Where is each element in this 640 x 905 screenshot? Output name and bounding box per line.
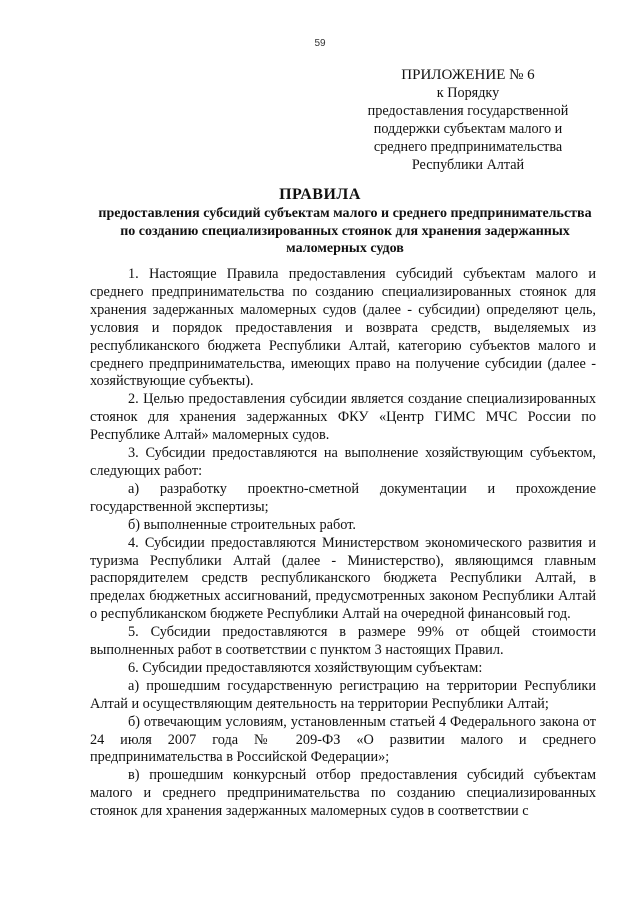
appendix-line: к Порядку bbox=[436, 85, 500, 101]
paragraph: в) прошедшим конкурсный отбор предоставления субсидий субъектам малого и среднего предпринимательства по созданию специализированных стоянок для хранения задержанных маломерных судов в соответствии с bbox=[90, 767, 596, 820]
paragraph: 5. Субсидии предоставляются в размере 99% от общей стоимости выполненных работ в соответствии с пунктом 3 настоящих Правил. bbox=[90, 624, 596, 659]
appendix-line: поддержки субъектам малого и bbox=[373, 121, 563, 137]
appendix-heading: ПРИЛОЖЕНИЕ № 6 bbox=[401, 67, 535, 83]
paragraph: 4. Субсидии предоставляются Министерством экономического развития и туризма Республики Алтай (далее - Министерство), являющимся главным распорядителем средств республиканского бюджета Республики Алтай, в пределах бюджетных ассигнований, предусмотренных законом Республики Алтай о республиканском бюджете Республики Алтай на очередной финансовый год. bbox=[90, 534, 596, 623]
paragraph: б) выполненные строительных работ. bbox=[128, 516, 356, 533]
page-number: 59 bbox=[314, 38, 326, 49]
document-title: ПРАВИЛА bbox=[279, 186, 361, 203]
appendix-line: Республики Алтай bbox=[411, 157, 525, 173]
document-body bbox=[90, 266, 596, 821]
document-subtitle: предоставления субсидий субъектам малого и среднего предпринимательства по созданию специализированных стоянок для хранения задержанных маломерных судов bbox=[98, 206, 592, 256]
paragraph: а) прошедшим государственную регистрацию на территории Республики Алтай и осуществляющим деятельность на территории Республики Алтай; bbox=[90, 677, 596, 712]
paragraph: 1. Настоящие Правила предоставления субсидий субъектам малого и среднего предпринимательства по созданию специализированных стоянок для хранения задержанных маломерных судов (далее - субсидии) определяют цель, условия и порядок предоставления и возврата средств, выделяемых из республиканского бюджета Республики Алтай, категорию субъектов малого и среднего предпринимательства, имеющих право на получение субсидии (далее - хозяйствующие субъекты). bbox=[90, 266, 596, 390]
paragraph: 6. Субсидии предоставляются хозяйствующим субъектам: bbox=[128, 659, 483, 676]
paragraph: 3. Субсидии предоставляются на выполнение хозяйствующим субъектом, следующих работ: bbox=[90, 445, 596, 479]
paragraph: а) разработку проектно-сметной документации и прохождение государственной экспертизы; bbox=[90, 480, 596, 515]
appendix-block bbox=[340, 66, 596, 174]
paragraph: 2. Целью предоставления субсидии является создание специализированных стоянок для хранения задержанных ФКУ «Центр ГИМС МЧС России по Республике Алтай» маломерных судов. bbox=[90, 391, 596, 444]
appendix-line: предоставления государственной bbox=[367, 103, 569, 119]
paragraph: б) отвечающим условиям, установленным статьей 4 Федерального закона от 24 июля 2007 года № 209-ФЗ «О развитии малого и среднего предпринимательства в Российской Федерации»; bbox=[90, 713, 596, 766]
appendix-line: среднего предпринимательства bbox=[373, 139, 563, 155]
